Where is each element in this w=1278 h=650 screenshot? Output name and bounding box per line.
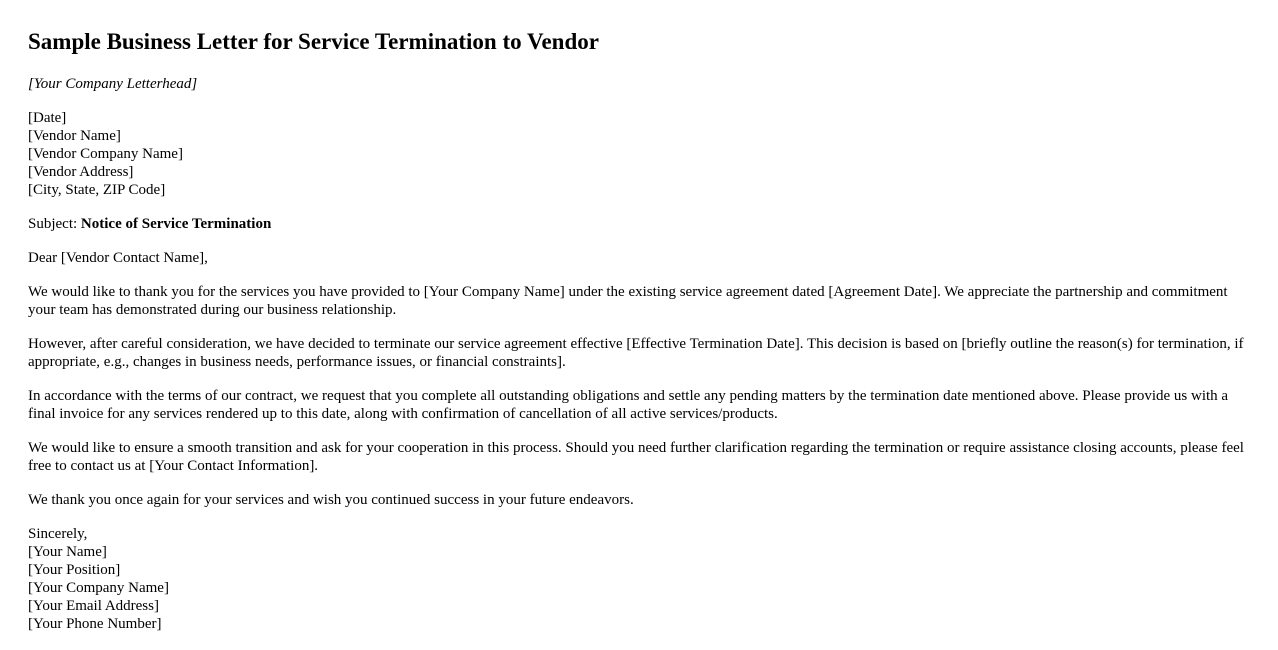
salutation: Dear [Vendor Contact Name], <box>28 250 208 266</box>
paragraph-closing-thanks: We thank you once again for your services and wish you continued success in your future endeavors. <box>28 492 634 508</box>
letterhead: [Your Company Letterhead] <box>28 76 198 92</box>
vendor-company: [Vendor Company Name] <box>28 146 183 162</box>
paragraph-thanks: We would like to thank you for the services you have provided to [Your Company Name] under the existing service agreement dated [Agreement Date]. We appreciate the partnership and commitment your team has demonstrated during our business relationship. <box>28 284 1228 318</box>
sender-phone: [Your Phone Number] <box>28 616 162 632</box>
paragraph-termination: However, after careful consideration, we have decided to terminate our service agreement effective [Effective Termination Date]. This decision is based on [briefly outline the reason(s) for termination, if appropriate, e.g., changes in business needs, performance issues, or financial constraints]. <box>28 336 1244 370</box>
sender-name: [Your Name] <box>28 544 107 560</box>
signature-block <box>28 525 1250 633</box>
page-title: Sample Business Letter for Service Termination to Vendor <box>28 29 599 54</box>
subject-text: Notice of Service Termination <box>80 216 272 232</box>
vendor-name: [Vendor Name] <box>28 128 121 144</box>
recipient-block <box>28 109 1250 199</box>
sender-company: [Your Company Name] <box>28 580 169 596</box>
subject-line <box>28 215 1250 233</box>
sender-position: [Your Position] <box>28 562 121 578</box>
subject-label: Subject: <box>28 216 78 232</box>
vendor-city-state-zip: [City, State, ZIP Code] <box>28 182 166 198</box>
sign-off: Sincerely, <box>28 526 88 542</box>
letter-date: [Date] <box>28 110 67 126</box>
paragraph-transition: We would like to ensure a smooth transition and ask for your cooperation in this process. Should you need further clarification regarding the termination or require assistance closing accounts, please feel free to contact us at [Your Contact Information]. <box>28 440 1244 474</box>
paragraph-obligations: In accordance with the terms of our contract, we request that you complete all outstanding obligations and settle any pending matters by the termination date mentioned above. Please provide us with a final invoice for any services rendered up to this date, along with confirmation of cancellation of all active services/products. <box>28 388 1229 422</box>
vendor-address: [Vendor Address] <box>28 164 134 180</box>
sender-email: [Your Email Address] <box>28 598 159 614</box>
